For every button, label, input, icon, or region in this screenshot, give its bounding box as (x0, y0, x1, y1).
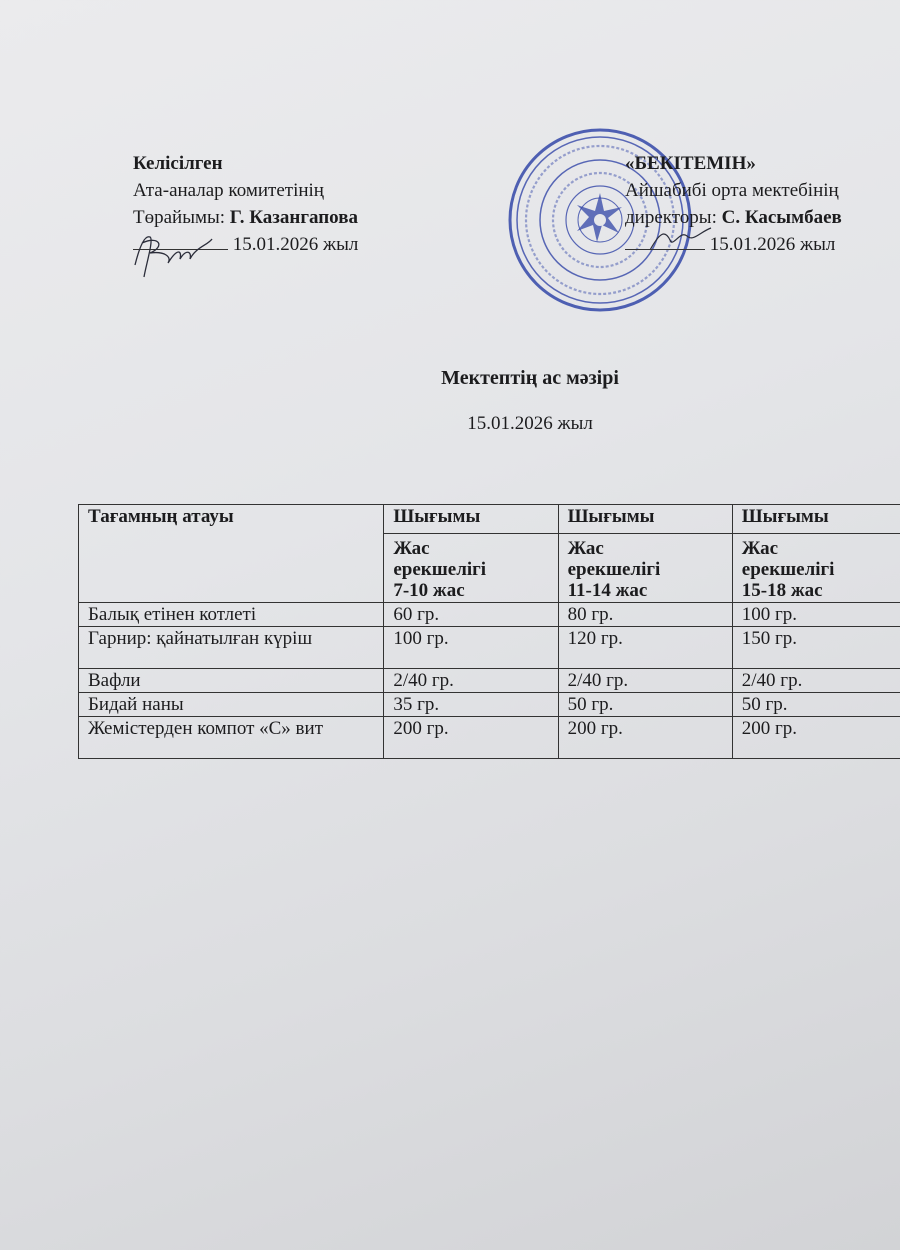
table-row (79, 717, 900, 759)
page-title: Мектептің ас мәзірі (441, 367, 619, 389)
menu-date: 15.01.2026 жыл (467, 413, 593, 434)
portion-7-10: 60 гр. (384, 603, 558, 627)
menu-table (78, 504, 900, 759)
committee-line: Ата-аналар комитетінің (133, 180, 324, 201)
table-header-row (79, 505, 900, 534)
portion-7-10: 100 гр. (384, 627, 558, 669)
table-row (79, 627, 900, 669)
portion-15-18: 150 гр. (732, 627, 900, 669)
handwritten-signature (120, 225, 220, 285)
school-line: Айшабибі орта мектебінің (625, 180, 839, 201)
approved-date: 15.01.2026 жыл (709, 234, 836, 255)
age-group-7-10: Жас ерекшелігі 7-10 жас (384, 534, 558, 603)
portion-15-18: 100 гр. (732, 603, 900, 627)
director-label: директоры: (625, 207, 717, 228)
portion-11-14: 80 гр. (558, 603, 732, 627)
portion-11-14: 2/40 гр. (558, 669, 732, 693)
portion-15-18: 2/40 гр. (732, 669, 900, 693)
table-row (79, 669, 900, 693)
portion-7-10: 35 гр. (384, 693, 558, 717)
portion-11-14: 50 гр. (558, 693, 732, 717)
dish-name: Гарнир: қайнатылған күріш (79, 627, 384, 669)
agreed-heading: Келісілген (133, 153, 223, 174)
director-name: С. Касымбаев (721, 207, 842, 228)
header-dish-name: Тағамның атауы (79, 505, 384, 603)
header-output-3: Шығымы (732, 505, 900, 534)
portion-15-18: 50 гр. (732, 693, 900, 717)
header-output-2: Шығымы (558, 505, 732, 534)
chair-label: Төрайымы: (133, 207, 226, 228)
chair-name: Г. Казангапова (229, 207, 358, 228)
age-group-15-18: Жас ерекшелігі 15-18 жас (732, 534, 900, 603)
portion-11-14: 120 гр. (558, 627, 732, 669)
header-output-1: Шығымы (384, 505, 558, 534)
portion-11-14: 200 гр. (558, 717, 732, 759)
approved-heading: «БЕКІТЕМІН» (625, 153, 756, 174)
dish-name: Жемістерден компот «С» вит (79, 717, 384, 759)
portion-7-10: 2/40 гр. (384, 669, 558, 693)
dish-name: Вафли (79, 669, 384, 693)
portion-7-10: 200 гр. (384, 717, 558, 759)
table-row (79, 603, 900, 627)
director-signature (645, 222, 715, 257)
agreed-date: 15.01.2026 жыл (232, 234, 359, 255)
dish-name: Бидай наны (79, 693, 384, 717)
dish-name: Балық етінен котлеті (79, 603, 384, 627)
portion-15-18: 200 гр. (732, 717, 900, 759)
table-row (79, 693, 900, 717)
age-group-11-14: Жас ерекшелігі 11-14 жас (558, 534, 732, 603)
